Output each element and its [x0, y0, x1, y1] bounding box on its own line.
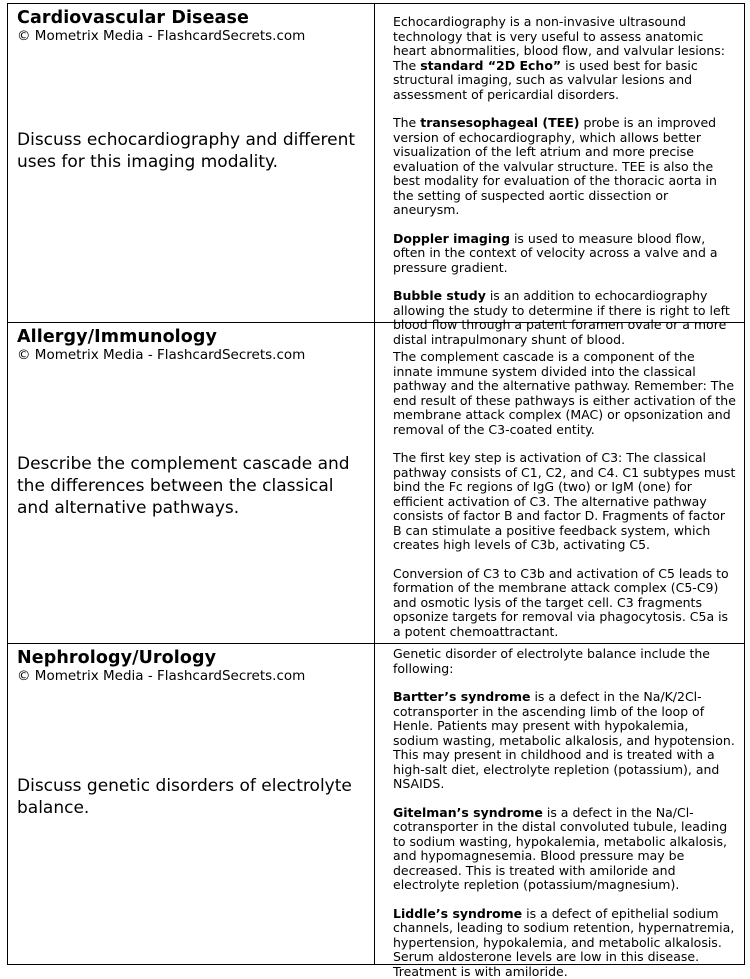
- card-front: [8, 644, 375, 964]
- answer-paragraph: Echocardiography is a non-invasive ultrasound technology that is very useful to assess anatomic heart abnormalities, blood flow, and valvular lesions: The standard “2D Echo” is used best for basic structural imaging, such as valvular lesions and assessment of pericardial disorders.: [393, 15, 736, 102]
- answer-paragraph: The complement cascade is a component of the innate immune system divided into the classical pathway and the alternative pathway. Remember: The end result of these pathways is either activation of the membrane attack complex (MAC) or opsonization and removal of the C3-coated entity.: [393, 350, 736, 437]
- card-back: [375, 644, 744, 964]
- flashcard-allergy-immunology: [7, 323, 745, 644]
- answer-paragraph: Gitelman’s syndrome is a defect in the Na/Cl-cotransporter in the distal convoluted tubule, leading to sodium wasting, hypokalemia, metabolic alkalosis, and hypomagnesemia. Blood pressure may be decreased. This is treated with amiloride and electrolyte repletion (potassium/magnesium).: [393, 806, 736, 893]
- card-question: Discuss echocardiography and different uses for this imaging modality.: [17, 129, 366, 173]
- card-question: Describe the complement cascade and the differences between the classical and alternative pathways.: [17, 453, 366, 519]
- answer-paragraph: Bartter’s syndrome is a defect in the Na/K/2Cl-cotransporter in the ascending limb of the loop of Henle. Patients may present with hypokalemia, sodium wasting, metabolic alkalosis, and hypotension. This may present in childhood and is treated with a high-salt diet, electrolyte repletion (potassium), and NSAIDS.: [393, 690, 736, 792]
- card-credit: © Mometrix Media - FlashcardSecrets.com: [17, 668, 366, 685]
- card-back: [375, 323, 744, 643]
- card-category: Allergy/Immunology: [17, 327, 366, 347]
- card-category: Nephrology/Urology: [17, 648, 366, 668]
- answer-paragraph: Liddle’s syndrome is a defect of epithelial sodium channels, leading to sodium retention, hypernatremia, hypertension, hypokalemia, and metabolic alkalosis. Serum aldosterone levels are low in this disease. Treatment is with amiloride.: [393, 907, 736, 979]
- answer-paragraph: Conversion of C3 to C3b and activation of C5 leads to formation of the membrane attack complex (C5-C9) and osmotic lysis of the target cell. C3 fragments opsonize targets for removal via phagocytosis. C5a is a potent chemoattractant.: [393, 567, 736, 640]
- flashcard-sheet: [7, 3, 745, 965]
- flashcard-nephrology-urology: [7, 644, 745, 965]
- answer-paragraph: Doppler imaging is used to measure blood flow, often in the context of velocity across a valve and a pressure gradient.: [393, 232, 736, 276]
- card-front: [8, 323, 375, 643]
- answer-paragraph: Bubble study is an addition to echocardiography allowing the study to determine if there is right to left blood flow through a patent foramen ovale or a more distal intrapulmonary shunt of blood.: [393, 289, 736, 347]
- flashcard-cardiovascular: [7, 3, 745, 323]
- card-question: Discuss genetic disorders of electrolyte balance.: [17, 775, 366, 819]
- answer-paragraph: The first key step is activation of C3: The classical pathway consists of C1, C2, and C4. C1 subtypes must bind the Fc regions of IgG (two) or IgM (one) for efficient activation of C3. The alternative pathway consists of factor B and factor D. Fragments of factor B can stimulate a positive feedback system, which creates high levels of C3b, activating C5.: [393, 451, 736, 553]
- card-credit: © Mometrix Media - FlashcardSecrets.com: [17, 347, 366, 364]
- card-category: Cardiovascular Disease: [17, 8, 366, 28]
- card-credit: © Mometrix Media - FlashcardSecrets.com: [17, 28, 366, 45]
- card-front: [8, 4, 375, 322]
- answer-paragraph: The transesophageal (TEE) probe is an improved version of echocardiography, which allows better visualization of the left atrium and more precise evaluation of the valvular structure. TEE is also the best modality for evaluation of the thoracic aorta in the setting of suspected aortic dissection or aneurysm.: [393, 116, 736, 218]
- answer-paragraph: Genetic disorder of electrolyte balance include the following:: [393, 647, 736, 676]
- card-back: [375, 4, 744, 322]
